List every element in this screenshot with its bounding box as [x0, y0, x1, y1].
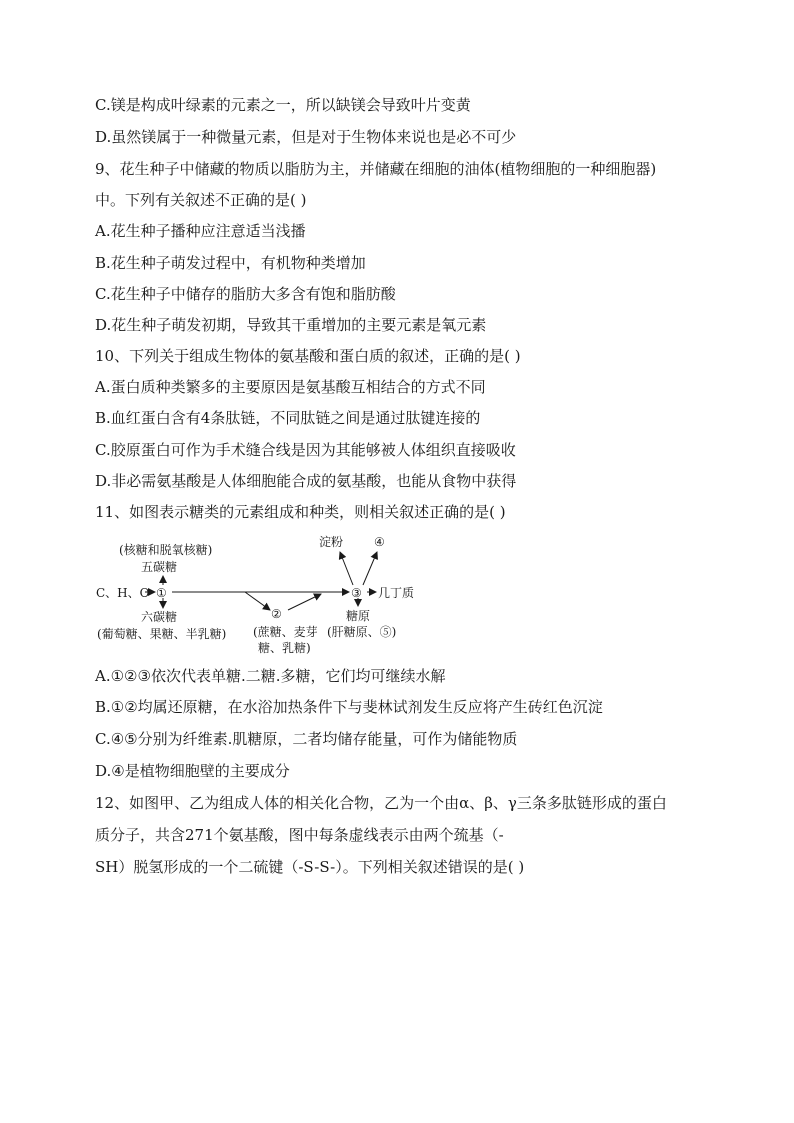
question-12-stem-end: SH）脱氢形成的一个二硫键（-S-S-）。下列相关叙述错误的是( ) [95, 858, 525, 876]
arrow-to-2 [245, 592, 270, 610]
diagram-svg [95, 528, 435, 658]
question-9-stem-cont: 中。下列有关叙述不正确的是( ) [95, 191, 307, 209]
ribose-note: (核糖和脱氧核糖) [119, 543, 213, 557]
hexose-label: 六碳糖 [141, 610, 178, 624]
disaccharide-note-2: 糖、乳糖) [258, 641, 311, 655]
option-10b: B.血红蛋白含有4条肽链，不同肽链之间是通过肽键连接的 [95, 409, 481, 427]
option-8c: C.镁是构成叶绿素的元素之一，所以缺镁会导致叶片变黄 [95, 96, 471, 114]
option-11c: C.④⑤分别为纤维素.肌糖原，二者均储存能量，可作为储能物质 [95, 730, 518, 748]
option-8d: D.虽然镁属于一种微量元素，但是对于生物体来说也是必不可少 [95, 128, 517, 146]
option-9d: D.花生种子萌发初期，导致其干重增加的主要元素是氧元素 [95, 316, 487, 334]
node-1: ① [156, 586, 167, 600]
chitin-label: 几丁质 [378, 586, 415, 600]
option-10a: A.蛋白质种类繁多的主要原因是氨基酸互相结合的方式不同 [95, 378, 486, 396]
question-12-stem: 12、如图甲、乙为组成人体的相关化合物，乙为一个由α、β、γ三条多肽链形成的蛋白 [95, 794, 667, 812]
starch-label: 淀粉 [319, 535, 344, 549]
arrow-3-to-4 [363, 552, 377, 585]
arrow-3-to-starch [340, 552, 353, 585]
option-11a: A.①②③依次代表单糖.二糖.多糖，它们均可继续水解 [95, 667, 446, 685]
option-11d: D.④是植物细胞壁的主要成分 [95, 762, 290, 780]
glycogen-note: (肝糖原、⑤) [327, 625, 397, 639]
question-10-stem: 10、下列关于组成生物体的氨基酸和蛋白质的叙述，正确的是( ) [95, 347, 521, 365]
glycogen-label: 糖原 [346, 609, 371, 623]
elements-label: C、H、O [96, 586, 150, 600]
question-9-stem: 9、花生种子中储藏的物质以脂肪为主，并储藏在细胞的油体(植物细胞的一种细胞器) [95, 160, 657, 178]
disaccharide-note-1: (蔗糖、麦芽 [253, 625, 318, 639]
option-11b: B.①②均属还原糖，在水浴加热条件下与斐林试剂发生反应将产生砖红色沉淀 [95, 698, 603, 716]
option-9b: B.花生种子萌发过程中，有机物种类增加 [95, 254, 366, 272]
question-11-stem: 11、如图表示糖类的元素组成和种类，则相关叙述正确的是( ) [95, 503, 506, 521]
hexose-note: (葡萄糖、果糖、半乳糖) [97, 627, 227, 641]
option-9a: A.花生种子播种应注意适当浅播 [95, 222, 306, 240]
option-10c: C.胶原蛋白可作为手术缝合线是因为其能够被人体组织直接吸收 [95, 441, 516, 459]
question-12-stem-cont: 质分子，共含271个氨基酸，图中每条虚线表示由两个巯基（- [95, 826, 504, 844]
arrow-2-to-3 [288, 594, 321, 610]
node-3: ③ [351, 586, 362, 600]
option-10d: D.非必需氨基酸是人体细胞能合成的氨基酸，也能从食物中获得 [95, 472, 517, 490]
pentose-label: 五碳糖 [141, 560, 178, 574]
option-9c: C.花生种子中储存的脂肪大多含有饱和脂肪酸 [95, 285, 396, 303]
node-2: ② [271, 607, 282, 621]
node-4: ④ [374, 535, 385, 549]
sugar-classification-diagram [95, 528, 435, 658]
